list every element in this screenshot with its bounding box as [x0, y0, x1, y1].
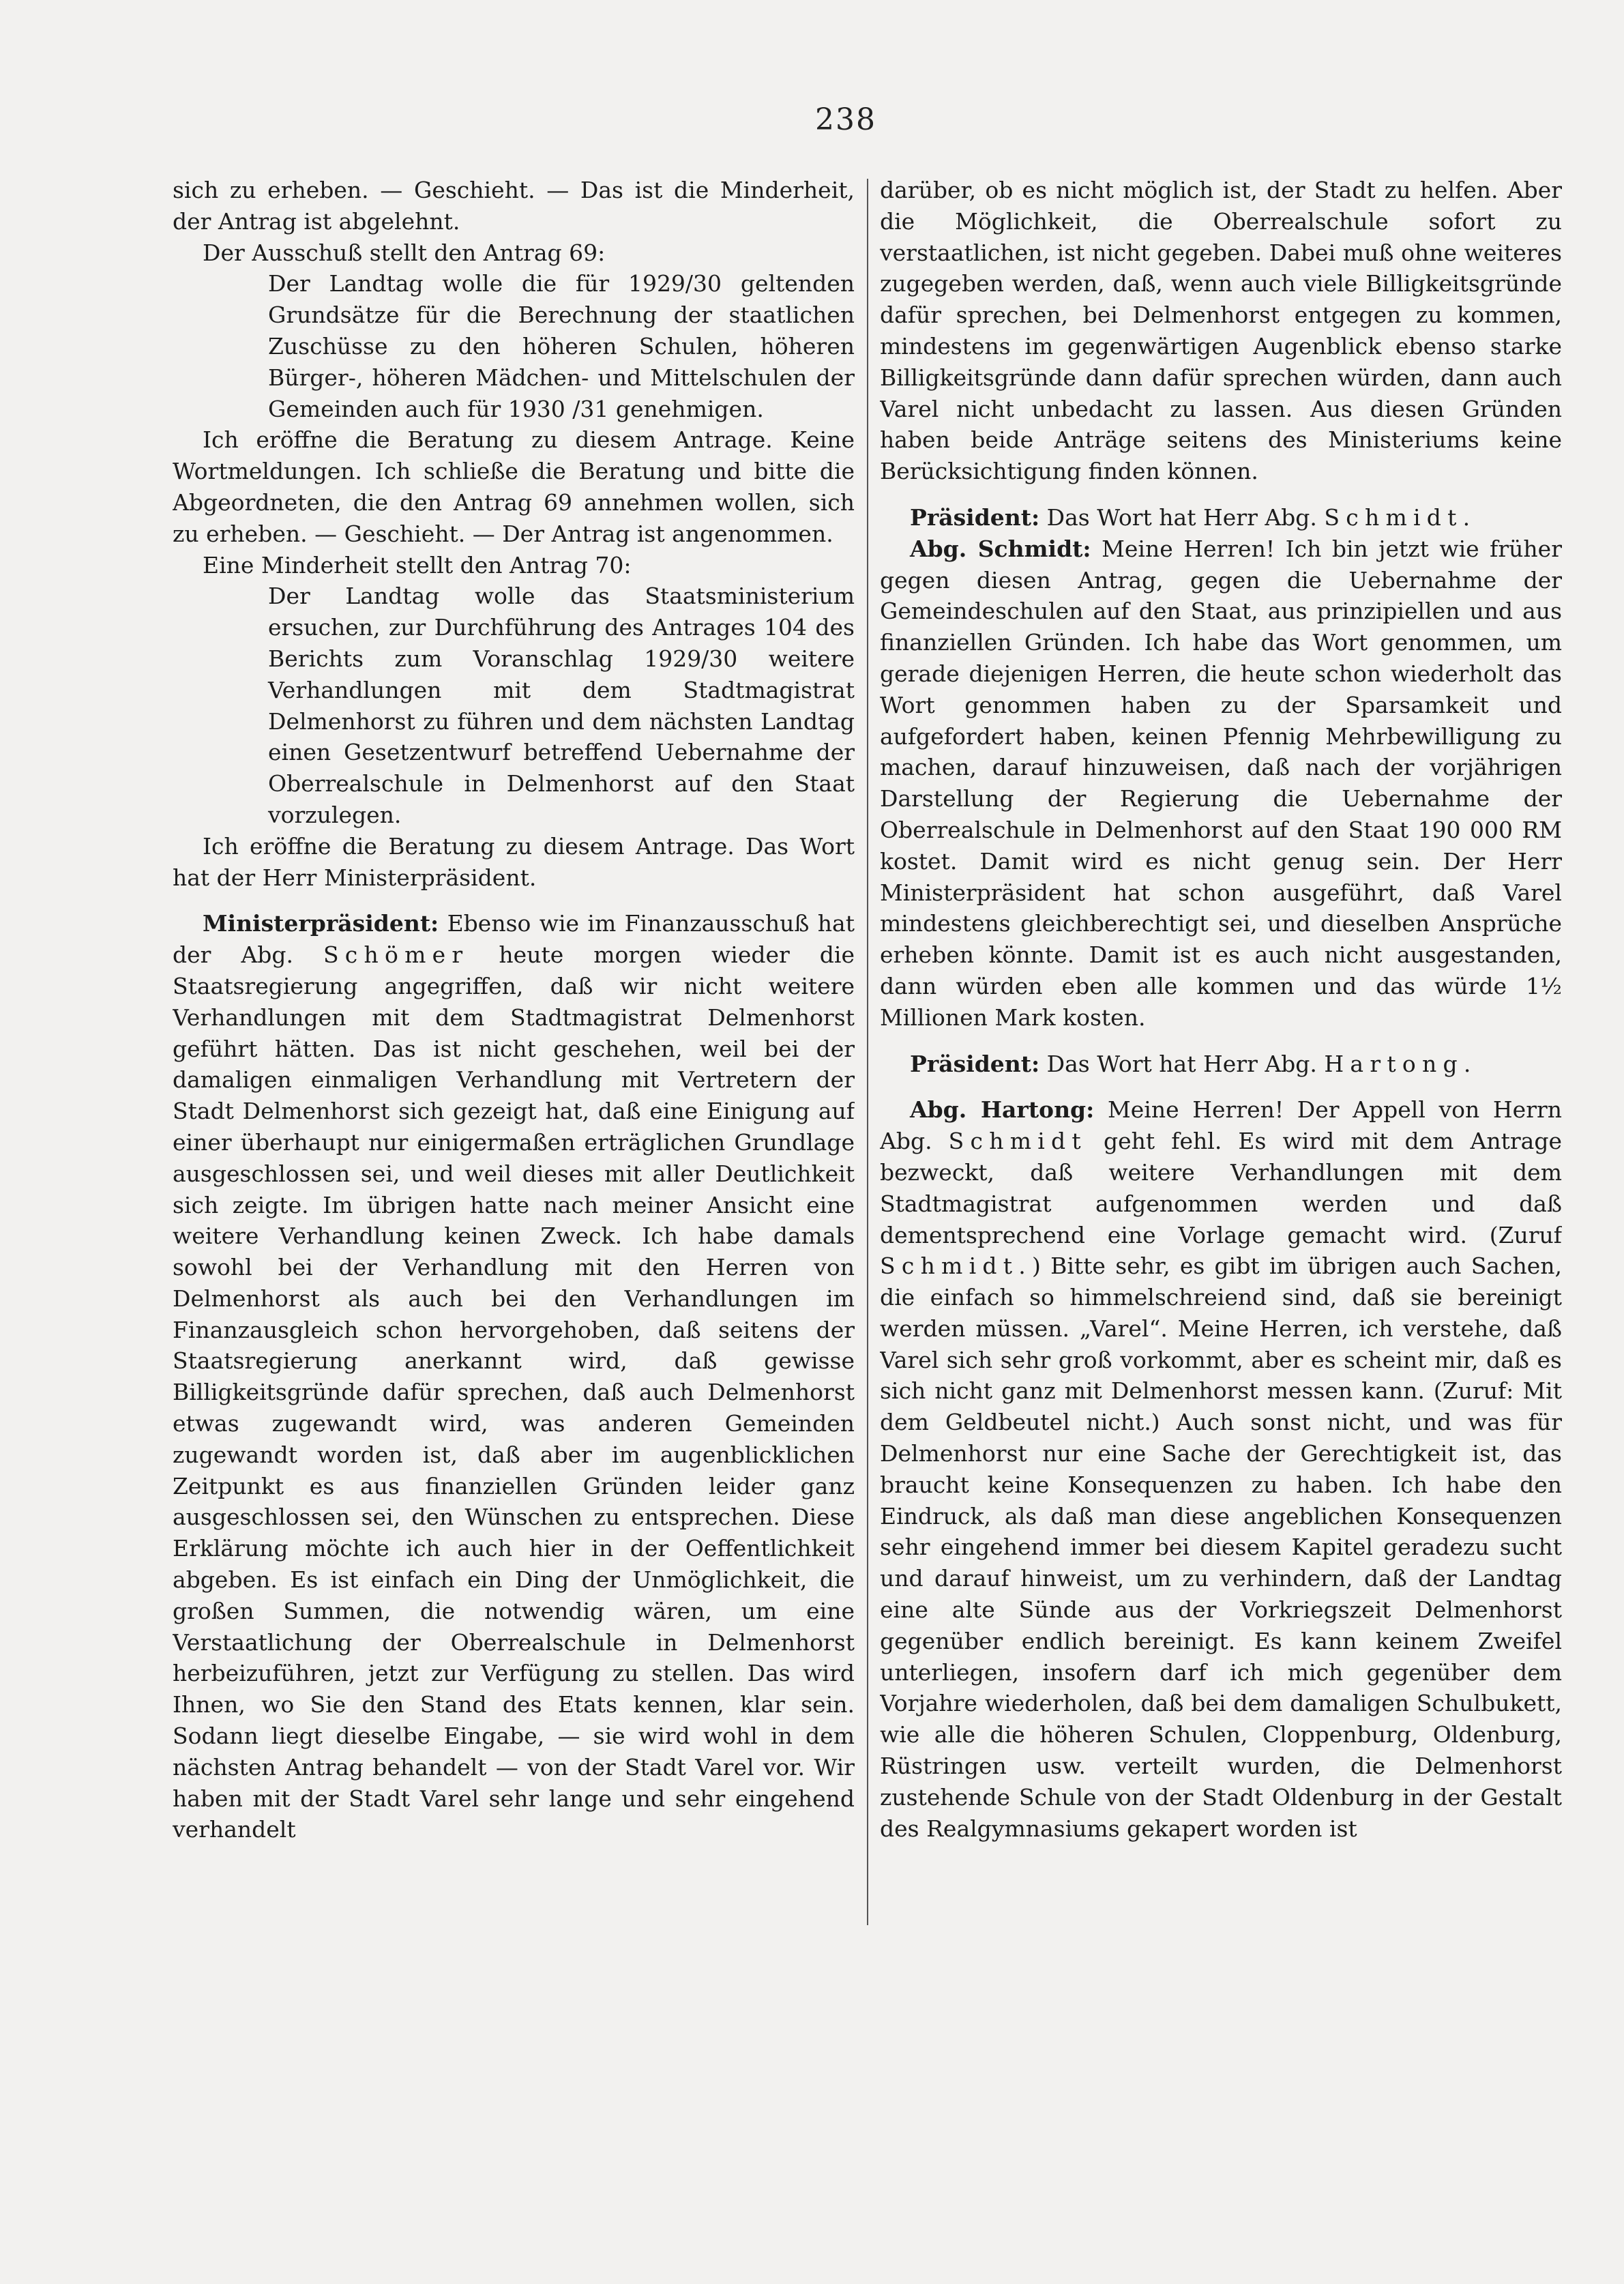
paragraph: Ich eröffne die Beratung zu diesem Antrage. Keine Wortmeldungen. Ich schließe die Beratung und bitte die Abgeordneten, die den Antrag 69 annehmen wollen, sich zu erheben. — Geschieht. — Der Antrag ist angenommen.: [173, 426, 855, 547]
left-column: [173, 175, 855, 2153]
speech-paragraph: [880, 502, 1562, 533]
paragraph: sich zu erheben. — Geschieht. — Das ist die Minderheit, der Antrag ist abgelehnt.: [173, 177, 855, 235]
speaker-label: Ministerpräsident:: [203, 910, 439, 937]
speech-text: heute morgen wieder die Staatsregierung angegriffen, daß wir nicht weitere Verhandlungen mit dem Stadtmagistrat Delmenhorst geführt hätten. Das ist nicht geschehen, weil bei der damaligen einmaligen Verhandlung mit Vertretern der Stadt Delmenhorst sich gezeigt hat, daß eine Einigung auf einer überhaupt nur einigermaßen erträglichen Grundlage ausgeschlossen sei, und weil dieses mit aller Deutlichkeit sich zeigte. Im übrigen hatte nach meiner Ansicht eine weitere Verhandlung keinen Zweck. Ich habe damals sowohl bei der Verhandlung mit den Herren von Delmenhorst als auch bei den Verhandlungen im Finanzausgleich schon hervorgehoben, daß seitens der Staatsregierung anerkannt wird, daß gewisse Billigkeitsgründe dafür sprechen, daß auch Delmenhorst etwas zugewandt wird, was anderen Gemeinden zugewandt worden ist, daß aber im augenblicklichen Zeitpunkt es aus finanziellen Gründen leider ganz ausgeschlossen sei, den Wünschen zu entsprechen. Diese Erklärung möchte ich auch hier in der Oeffentlichkeit abgeben. Es ist einfach ein Ding der Unmöglichkeit, die großen Summen, die notwendig wären, um eine Verstaatlichung der Oberrealschule in Delmenhorst herbeizuführen, jetzt zur Verfügung zu stellen. Das wird Ihnen, wo Sie den Stand des Etats kennen, klar sein. Sodann liegt dieselbe Eingabe, — sie wird wohl in dem nächsten Antrag behandelt — von der Stadt Varel vor. Wir haben mit der Stadt Varel sehr lange und sehr eingehend verhandelt: [173, 941, 855, 1843]
speech-paragraph: [880, 1094, 1562, 1844]
speaker-name: Schömer: [323, 941, 469, 969]
speech-text: ) Bitte sehr, es gibt im übrigen auch Sachen, die einfach so himmelschreiend sind, daß sie bereinigt werden müssen. „Varel“. Meine Herren, ich verstehe, daß Varel sich sehr groß vorkommt, aber es scheint mir, daß es sich nicht ganz mit Delmenhorst messen kann. (Zuruf: Mit dem Geldbeutel nicht.) Auch sonst nicht, und was für Delmenhorst nur eine Sache der Gerechtigkeit ist, das braucht keine Konsequenzen zu haben. Ich habe den Eindruck, als daß man diese angeblichen Konsequenzen sehr eingehend immer bei diesem Kapitel geradezu sucht und darauf hinweist, um zu verhindern, daß der Landtag eine alte Sünde aus der Vorkriegszeit Delmenhorst gegenüber endlich bereinigt. Es kann keinem Zweifel unterliegen, insofern darf ich mich gegenüber dem Vorjahre wiederholen, daß bei dem damaligen Schulbukett, wie alle die höheren Schulen, Cloppenburg, Oldenburg, Rüstringen usw. verteilt wurden, die Delmenhorst zustehende Schule von der Stadt Oldenburg in der Gestalt des Realgymnasiums gekapert worden ist: [880, 1253, 1562, 1842]
motion-text: Der Landtag wolle die für 1929/30 geltenden Grundsätze für die Berechnung der staatlichen Zuschüsse zu den höheren Schulen, höheren Bürger-, höheren Mädchen- und Mittelschulen der Gemeinden auch für 1930 /31 genehmigen.: [268, 270, 855, 422]
paragraph: darüber, ob es nicht möglich ist, der Stadt zu helfen. Aber die Möglichkeit, die Oberrealschule sofort zu verstaatlichen, ist nicht gegeben. Dabei muß ohne weiteres zugegeben werden, daß, wenn auch viele Billigkeitsgründe dafür sprechen, bei Delmenhorst entgegen zu kommen, mindestens im gegenwärtigen Augenblick ebenso starke Billigkeitsgründe dann dafür sprechen würden, dann auch Varel nicht unbedacht zu lassen. Aus diesen Gründen haben beide Anträge seitens des Ministeriums keine Berücksichtigung finden können.: [880, 177, 1562, 485]
right-column: [880, 175, 1562, 2153]
speech-paragraph: [880, 1049, 1562, 1080]
speaker-name: Hartong.: [1324, 1050, 1477, 1077]
speech-paragraph: [880, 533, 1562, 1034]
speech-paragraph: [173, 908, 855, 1845]
speech-text: Meine Herren! Ich bin jetzt wie früher gegen diesen Antrag, gegen die Uebernahme der Gemeindeschulen auf den Staat, aus prinzipiellen und aus finanziellen Gründen. Ich habe das Wort genommen, um gerade diejenigen Herren, die heute schon wiederholt das Wort genommen haben zu der Sparsamkeit und aufgefordert haben, keinen Pfennig Mehrbewilligung zu machen, darauf hinzuweisen, daß nach der vorjährigen Darstellung der Regierung die Uebernahme der Oberrealschule in Delmenhorst auf den Staat 190 000 RM kostet. Damit wird es nicht genug sein. Der Herr Ministerpräsident hat schon ausgeführt, daß Varel mindestens gleichberechtigt sei, und dieselben Ansprüche erheben könnte. Damit ist es auch nicht ausgestanden, dann würden eben alle kommen und das würde 1½ Millionen Mark kosten.: [880, 535, 1562, 1031]
speaker-name: Schmidt.: [1324, 503, 1477, 531]
column-divider: [867, 179, 868, 1925]
page-number: 238: [815, 102, 876, 137]
speaker-label: Präsident:: [910, 503, 1040, 531]
paragraph: Eine Minderheit stellt den Antrag 70:: [203, 551, 632, 579]
speaker-label: Abg. Schmidt:: [910, 535, 1091, 562]
speech-text: Das Wort hat Herr Abg.: [1039, 503, 1325, 531]
paragraph: Ich eröffne die Beratung zu diesem Antrage. Das Wort hat der Herr Ministerpräsident.: [173, 832, 855, 891]
motion-text: Der Landtag wolle das Staatsministerium ersuchen, zur Durchführung des Antrages 104 des Berichts zum Voranschlag 1929/30 weitere Verhandlungen mit dem Stadtmagistrat Delmenhorst zu führen und dem nächsten Landtag einen Gesetzentwurf betreffend Uebernahme der Oberrealschule in Delmenhorst auf den Staat vorzulegen.: [268, 583, 855, 828]
speech-text: Ebenso wie im Finanzausschuß hat der Abg.: [173, 910, 855, 969]
speaker-name: Schmidt.: [880, 1253, 1032, 1280]
speech-text: Meine Herren! Der Appell von Herrn Abg.: [880, 1096, 1562, 1155]
speaker-name: Schmidt: [948, 1128, 1087, 1155]
speaker-label: Präsident:: [910, 1050, 1040, 1077]
speaker-label: Abg. Hartong:: [910, 1096, 1095, 1124]
speech-text: geht fehl. Es wird mit dem Antrage bezweckt, daß weitere Verhandlungen mit dem Stadtmagistrat aufgenommen werden und daß dementsprechend eine Vorlage gemacht wird. (Zuruf: [880, 1128, 1562, 1248]
paragraph: Der Ausschuß stellt den Antrag 69:: [203, 239, 606, 266]
speech-text: Das Wort hat Herr Abg.: [1039, 1050, 1325, 1077]
